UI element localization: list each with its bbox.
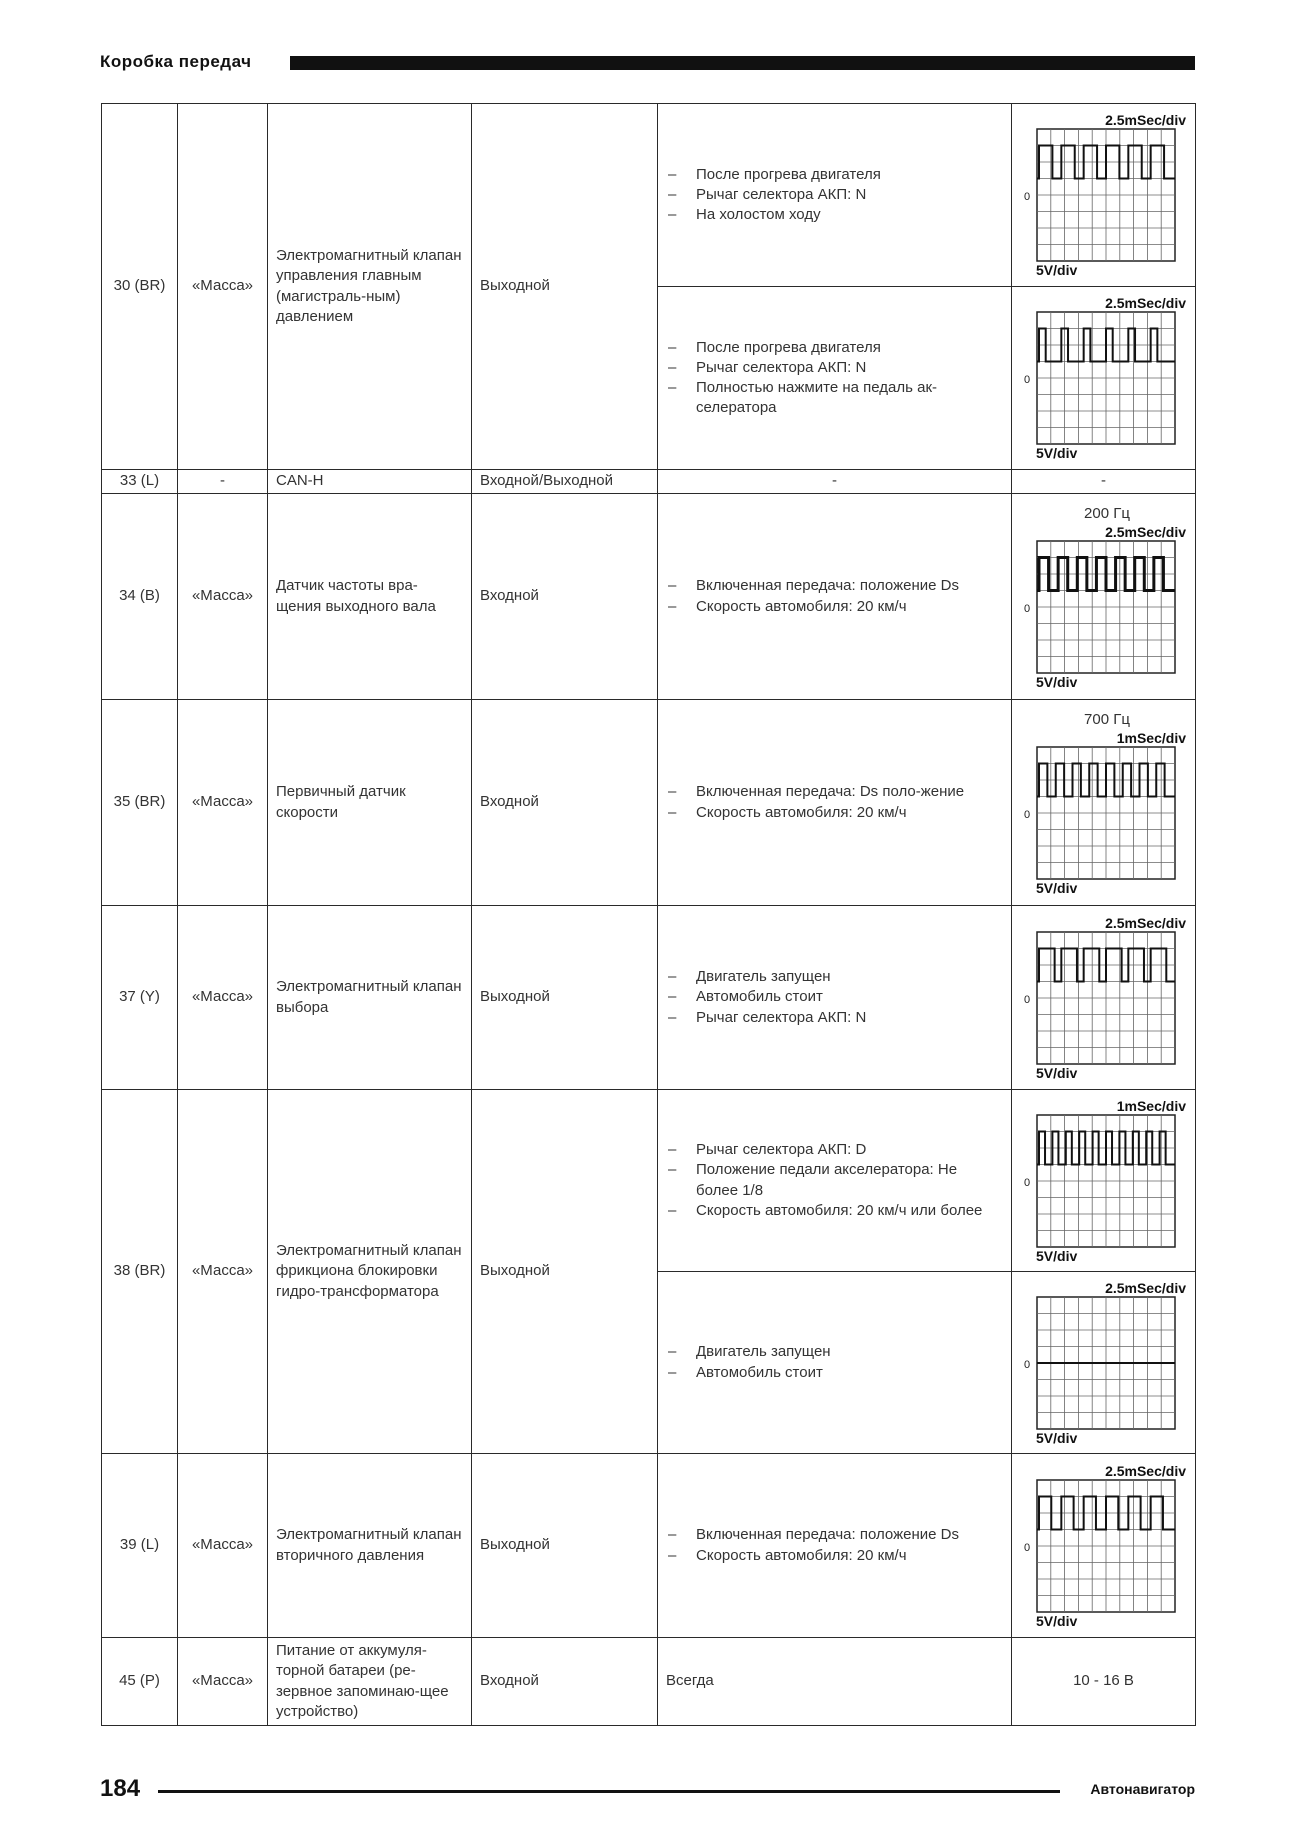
condition-item: – Скорость автомобиля: 20 км/ч (696, 803, 1003, 823)
page-footer (100, 1775, 1195, 1805)
oscillogram (1020, 295, 1194, 461)
time-div-label: 2.5mSec/div (1105, 914, 1186, 931)
ground-cell: «Масса» (178, 700, 268, 906)
condition-item: – Рычаг селектора АКП: N (696, 358, 1003, 378)
oscillogram-cell (1012, 104, 1196, 287)
zero-marker: 0 (1024, 1358, 1031, 1371)
description-cell: Первичный датчик скорости (268, 700, 472, 906)
description-cell: Электромагнитный клапан управления главным (магистраль-ным) давлением (268, 104, 472, 470)
oscillogram-cell (1012, 494, 1196, 700)
conditions-cell (658, 700, 1012, 906)
footer-line (158, 1790, 1060, 1793)
oscillogram (1020, 1098, 1194, 1264)
value-cell: - (1012, 470, 1196, 494)
description-cell: Электромагнитный клапан выбора (268, 906, 472, 1090)
description-cell: CAN-H (268, 470, 472, 494)
conditions-cell (658, 104, 1012, 287)
oscillogram (1020, 504, 1194, 690)
condition-item: – Скорость автомобиля: 20 км/ч или более (696, 1201, 1003, 1221)
time-div-label: 1mSec/div (1116, 1097, 1186, 1114)
pin-cell: 37 (Y) (102, 906, 178, 1090)
zero-marker: 0 (1024, 191, 1031, 203)
scope-grid (1036, 1296, 1176, 1430)
pin-cell: 45 (P) (102, 1638, 178, 1726)
header-bar (290, 56, 1195, 70)
pin-cell: 35 (BR) (102, 700, 178, 906)
oscillogram-cell (1012, 906, 1196, 1090)
volt-div-label: 5V/div (1036, 1612, 1078, 1629)
scope-grid (1036, 1114, 1176, 1248)
time-div-label: 2.5mSec/div (1105, 295, 1186, 311)
condition-item: – Включенная передача: положение Ds (696, 1525, 1003, 1545)
condition-item: – Скорость автомобиля: 20 км/ч (696, 597, 1003, 617)
zero-marker: 0 (1024, 808, 1031, 821)
condition-item: – Скорость автомобиля: 20 км/ч (696, 1546, 1003, 1566)
oscillogram (1020, 710, 1194, 896)
conditions-cell: Всегда (658, 1638, 1012, 1726)
zero-marker: 0 (1024, 1541, 1031, 1554)
description-cell: Электромагнитный клапан вторичного давления (268, 1454, 472, 1638)
value-cell: 10 - 16 В (1012, 1638, 1196, 1726)
pin-cell: 34 (B) (102, 494, 178, 700)
condition-item: – Двигатель запущен (696, 967, 1003, 987)
conditions-cell (658, 1272, 1012, 1454)
type-cell: Выходной (472, 1454, 658, 1638)
time-div-label: 1mSec/div (1116, 729, 1186, 746)
zero-marker: 0 (1024, 993, 1031, 1006)
scope-grid (1036, 931, 1176, 1065)
conditions-cell (658, 1454, 1012, 1638)
type-cell: Выходной (472, 1090, 658, 1454)
oscillogram (1020, 915, 1194, 1081)
description-cell: Датчик частоты вра-щения выходного вала (268, 494, 472, 700)
time-div-label: 2.5mSec/div (1105, 112, 1186, 128)
scope-grid (1036, 540, 1176, 674)
volt-div-label: 5V/div (1036, 445, 1078, 461)
oscillogram-cell (1012, 1454, 1196, 1638)
table-row (102, 1638, 1196, 1726)
zero-marker: 0 (1024, 374, 1031, 386)
type-cell: Входной/Выходной (472, 470, 658, 494)
scope-grid (1036, 128, 1176, 262)
description-cell: Питание от аккумуля-торной батареи (ре-зервное запоминаю-щее устройство) (268, 1638, 472, 1726)
oscillogram (1020, 1280, 1194, 1446)
condition-item: – Положение педали акселератора: Не более 1/8 (696, 1160, 1003, 1201)
pin-cell: 33 (L) (102, 470, 178, 494)
condition-item: – Рычаг селектора АКП: N (696, 1008, 1003, 1028)
type-cell: Выходной (472, 104, 658, 470)
condition-item: – После прогрева двигателя (696, 165, 1003, 185)
scope-grid (1036, 1479, 1176, 1613)
volt-div-label: 5V/div (1036, 262, 1078, 278)
condition-item: – Включенная передача: Ds поло-жение (696, 782, 1003, 802)
zero-marker: 0 (1024, 1176, 1031, 1189)
ground-cell: «Масса» (178, 906, 268, 1090)
conditions-cell (658, 906, 1012, 1090)
scope-grid (1036, 311, 1176, 445)
pin-cell: 30 (BR) (102, 104, 178, 470)
conditions-cell: - (658, 470, 1012, 494)
pin-cell: 39 (L) (102, 1454, 178, 1638)
ground-cell: «Масса» (178, 104, 268, 470)
table-row (102, 1090, 1196, 1272)
ground-cell: «Масса» (178, 1638, 268, 1726)
time-div-label: 2.5mSec/div (1105, 1462, 1186, 1479)
volt-div-label: 5V/div (1036, 673, 1078, 690)
conditions-cell (658, 1090, 1012, 1272)
time-div-label: 2.5mSec/div (1105, 1279, 1186, 1296)
scope-grid (1036, 746, 1176, 880)
time-div-label: 2.5mSec/div (1105, 523, 1186, 540)
conditions-cell (658, 287, 1012, 470)
table-row (102, 700, 1196, 906)
table-row (102, 906, 1196, 1090)
oscillogram (1020, 112, 1194, 278)
oscillogram-cell (1012, 1090, 1196, 1272)
section-title: Коробка передач (100, 52, 252, 71)
condition-item: – Автомобиль стоит (696, 1363, 1003, 1383)
volt-div-label: 5V/div (1036, 879, 1078, 896)
condition-item: – Включенная передача: положение Ds (696, 576, 1003, 596)
condition-item: – Рычаг селектора АКП: N (696, 185, 1003, 205)
oscillogram (1020, 1463, 1194, 1629)
condition-item: – Полностью нажмите на педаль ак-селератора (696, 378, 1003, 419)
ground-cell: «Масса» (178, 1090, 268, 1454)
page-number: 184 (100, 1775, 141, 1802)
zero-marker: 0 (1024, 602, 1031, 615)
condition-item: – На холостом ходу (696, 205, 1003, 225)
condition-item: – Двигатель запущен (696, 1342, 1003, 1362)
table-row (102, 1454, 1196, 1638)
condition-item: – После прогрева двигателя (696, 338, 1003, 358)
condition-item: – Автомобиль стоит (696, 987, 1003, 1007)
condition-item: – Рычаг селектора АКП: D (696, 1140, 1003, 1160)
ground-cell: «Масса» (178, 494, 268, 700)
conditions-cell (658, 494, 1012, 700)
publisher-brand: Автонавигатор (1090, 1781, 1195, 1797)
volt-div-label: 5V/div (1036, 1429, 1078, 1446)
volt-div-label: 5V/div (1036, 1064, 1078, 1081)
type-cell: Входной (472, 700, 658, 906)
oscillogram-cell (1012, 287, 1196, 470)
oscillogram-cell (1012, 1272, 1196, 1454)
table-row (102, 104, 1196, 287)
frequency-label: 200 Гц (1084, 504, 1130, 522)
table-row (102, 494, 1196, 700)
pin-spec-table (101, 103, 1196, 1726)
page-header (100, 52, 1195, 78)
ground-cell: «Масса» (178, 1454, 268, 1638)
table-row (102, 470, 1196, 494)
oscillogram-cell (1012, 700, 1196, 906)
description-cell: Электромагнитный клапан фрикциона блокировки гидро-трансформатора (268, 1090, 472, 1454)
pin-cell: 38 (BR) (102, 1090, 178, 1454)
type-cell: Входной (472, 494, 658, 700)
type-cell: Входной (472, 1638, 658, 1726)
frequency-label: 700 Гц (1084, 710, 1130, 728)
ground-cell: - (178, 470, 268, 494)
type-cell: Выходной (472, 906, 658, 1090)
volt-div-label: 5V/div (1036, 1247, 1078, 1264)
